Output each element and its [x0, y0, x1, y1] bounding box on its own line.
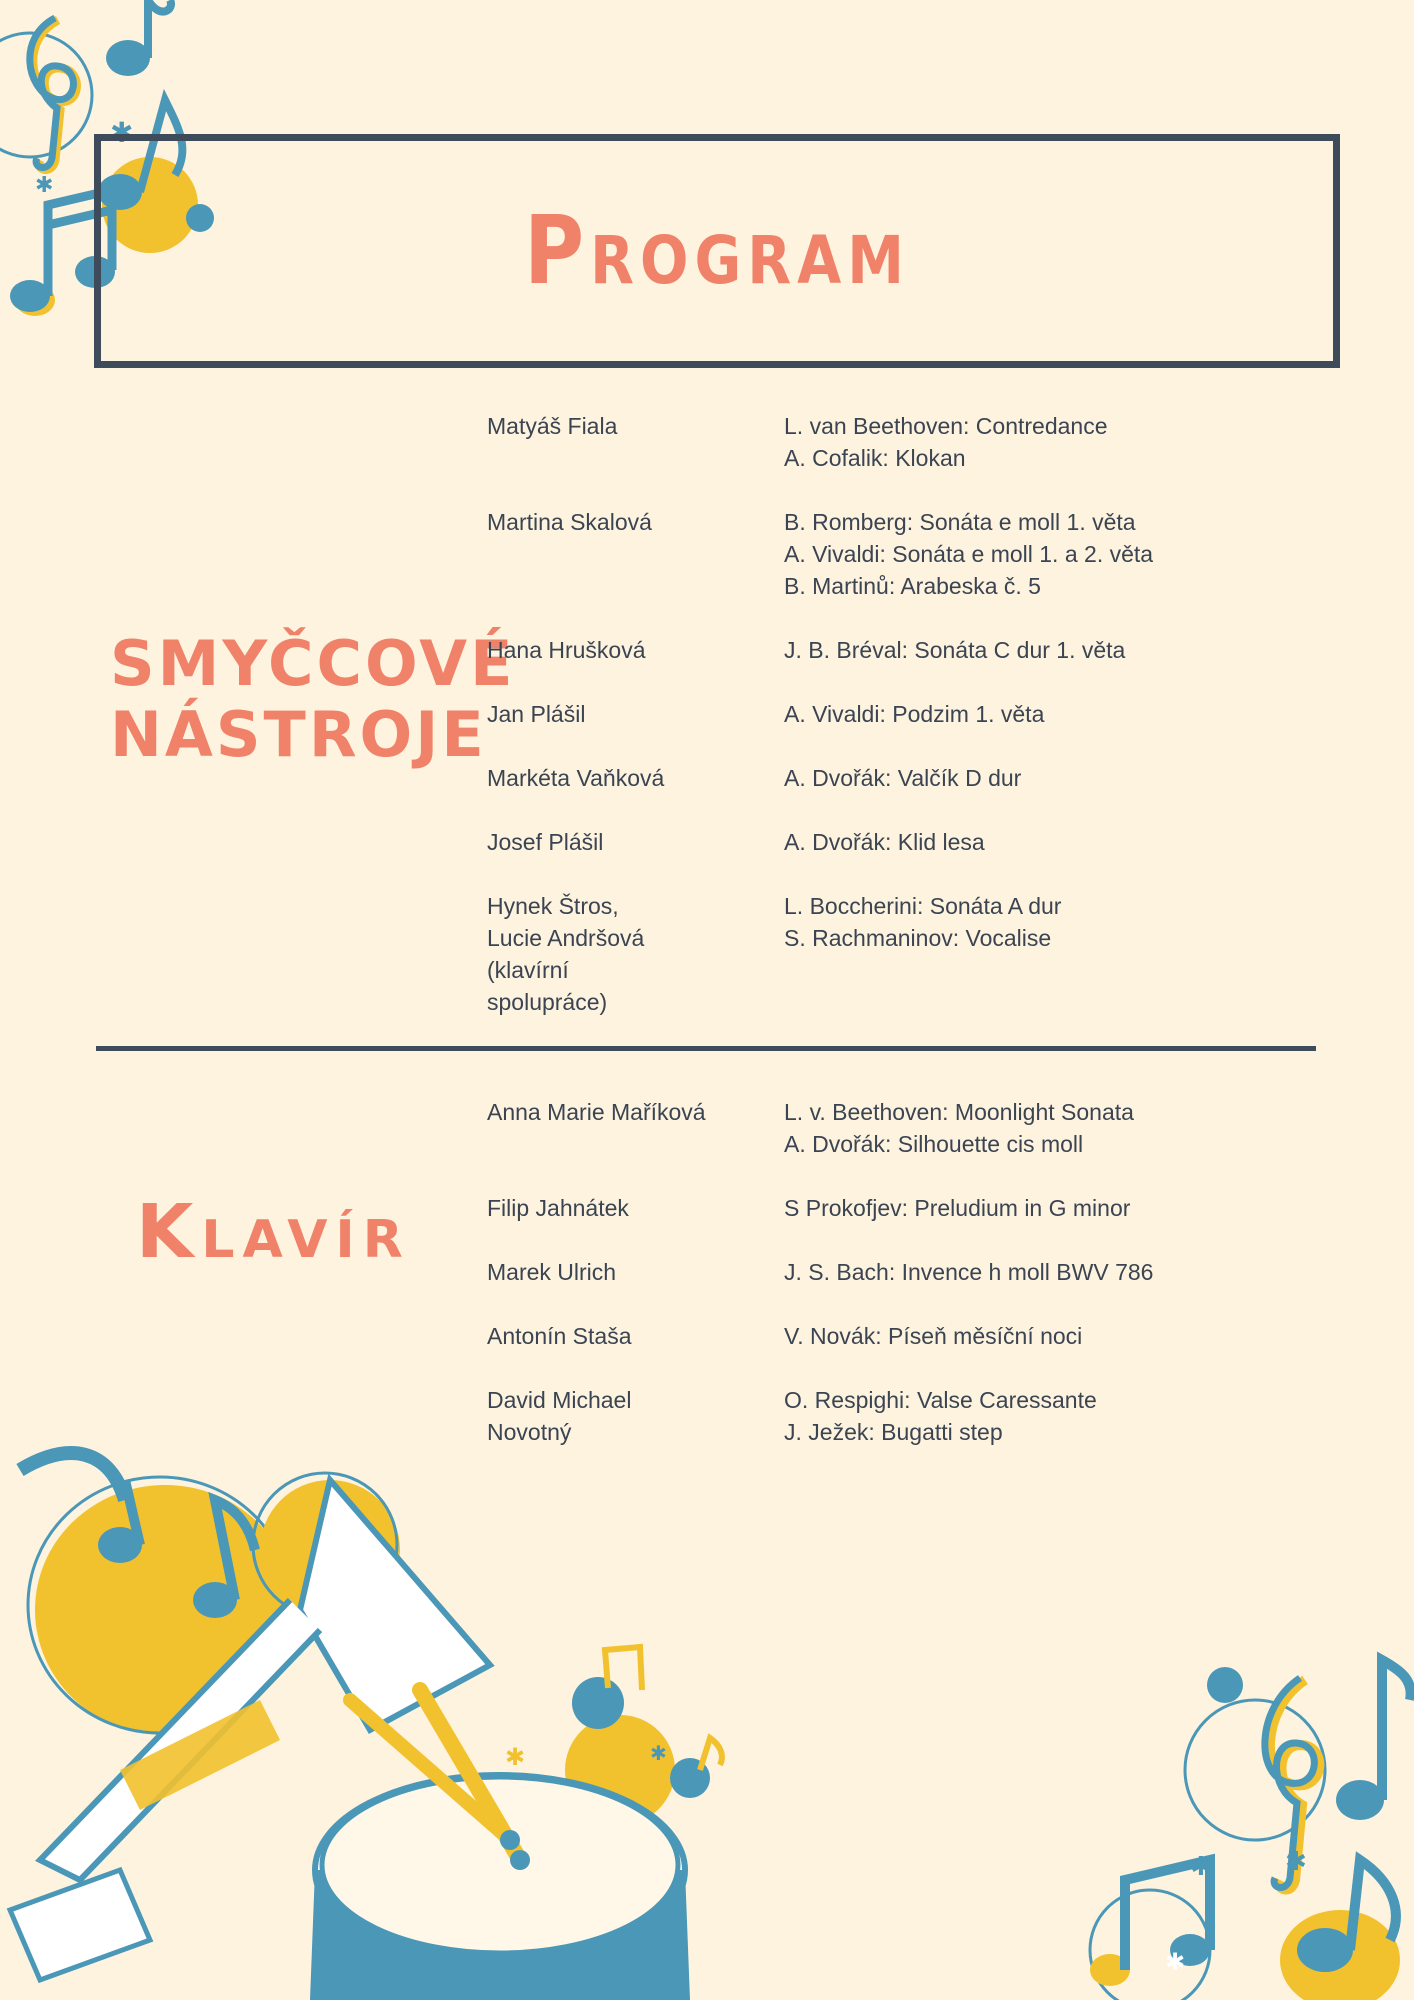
svg-text:✱: ✱: [1285, 1846, 1307, 1876]
piece: A. Dvořák: Valčík D dur: [784, 765, 1022, 791]
treble-clef-notes-illustration: [1070, 1650, 1414, 2000]
performer-name: Filip Jahnátek: [487, 1195, 629, 1221]
performer-name: Markéta Vaňková: [487, 765, 665, 791]
svg-text:✱: ✱: [505, 1744, 526, 1771]
list-item: [487, 698, 1307, 730]
section-title-strings: [110, 627, 516, 772]
repertoire: [784, 1384, 1307, 1448]
performer-name: Hynek Štros, Lucie Andršová (klavírní spolupráce): [487, 893, 645, 1015]
piece: A. Dvořák: Silhouette cis moll: [784, 1131, 1084, 1157]
page-title: Program: [524, 196, 910, 306]
repertoire: [784, 506, 1307, 602]
piece: O. Respighi: Valse Caressante: [784, 1387, 1097, 1413]
list-item: [487, 1096, 1307, 1160]
repertoire: [784, 1256, 1307, 1288]
piece: J. Ježek: Bugatti step: [784, 1419, 1003, 1445]
section-divider: [96, 1046, 1316, 1051]
piece: A. Cofalik: Klokan: [784, 445, 966, 471]
svg-text:✱: ✱: [650, 1743, 667, 1765]
svg-text:✱: ✱: [110, 117, 134, 148]
title-frame: [94, 134, 1340, 368]
piece: S. Rachmaninov: Vocalise: [784, 925, 1052, 951]
list-item: [487, 826, 1307, 858]
piece: B. Romberg: Sonáta e moll 1. věta: [784, 509, 1136, 535]
list-item: [487, 890, 1307, 1018]
section-title-piano: Klavír: [136, 1189, 411, 1275]
piece: L. van Beethoven: Contredance: [784, 413, 1108, 439]
repertoire: [784, 762, 1307, 794]
piano-program-list: [487, 1096, 1307, 1480]
list-item: [487, 410, 1307, 474]
performer-name: Josef Plášil: [487, 829, 604, 855]
list-item: [487, 1384, 1307, 1448]
repertoire: [784, 634, 1307, 666]
repertoire: [784, 826, 1307, 858]
list-item: [487, 762, 1307, 794]
performer-name: Jan Plášil: [487, 701, 586, 727]
piece: A. Vivaldi: Sonáta e moll 1. a 2. věta: [784, 541, 1154, 567]
performer-name: Antonín Staša: [487, 1323, 632, 1349]
svg-text:✱: ✱: [1165, 1949, 1186, 1976]
list-item: [487, 1320, 1307, 1352]
piece: A. Dvořák: Klid lesa: [784, 829, 985, 855]
repertoire: [784, 410, 1307, 474]
list-item: [487, 1192, 1307, 1224]
piece: J. S. Bach: Invence h moll BWV 786: [784, 1259, 1154, 1285]
list-item: [487, 506, 1307, 602]
piece: J. B. Bréval: Sonáta C dur 1. věta: [784, 637, 1126, 663]
piece: A. Vivaldi: Podzim 1. věta: [784, 701, 1045, 727]
repertoire: [784, 1096, 1307, 1160]
repertoire: [784, 698, 1307, 730]
repertoire: [784, 1320, 1307, 1352]
repertoire: [784, 1192, 1307, 1224]
list-item: [487, 1256, 1307, 1288]
piece: L. v. Beethoven: Moonlight Sonata: [784, 1099, 1134, 1125]
trumpet-and-drum-illustration: [0, 1440, 740, 2000]
performer-name: Anna Marie Maříková: [487, 1099, 706, 1125]
performer-name: Marek Ulrich: [487, 1259, 617, 1285]
piece: V. Novák: Píseň měsíční noci: [784, 1323, 1083, 1349]
performer-name: Hana Hrušková: [487, 637, 646, 663]
repertoire: [784, 890, 1307, 1018]
list-item: [487, 634, 1307, 666]
strings-program-list: [487, 410, 1307, 1050]
section-title-line: NÁSTROJE: [110, 698, 487, 772]
piece: B. Martinů: Arabeska č. 5: [784, 573, 1041, 599]
section-title-line: SMYČCOVÉ: [110, 627, 516, 700]
performer-name: David Michael Novotný: [487, 1387, 632, 1445]
svg-text:✱: ✱: [1190, 1851, 1212, 1881]
performer-name: Matyáš Fiala: [487, 413, 618, 439]
svg-text:✱: ✱: [35, 172, 54, 197]
piece: S Prokofjev: Preludium in G minor: [784, 1195, 1131, 1221]
piece: L. Boccherini: Sonáta A dur: [784, 893, 1062, 919]
performer-name: Martina Skalová: [487, 509, 652, 535]
